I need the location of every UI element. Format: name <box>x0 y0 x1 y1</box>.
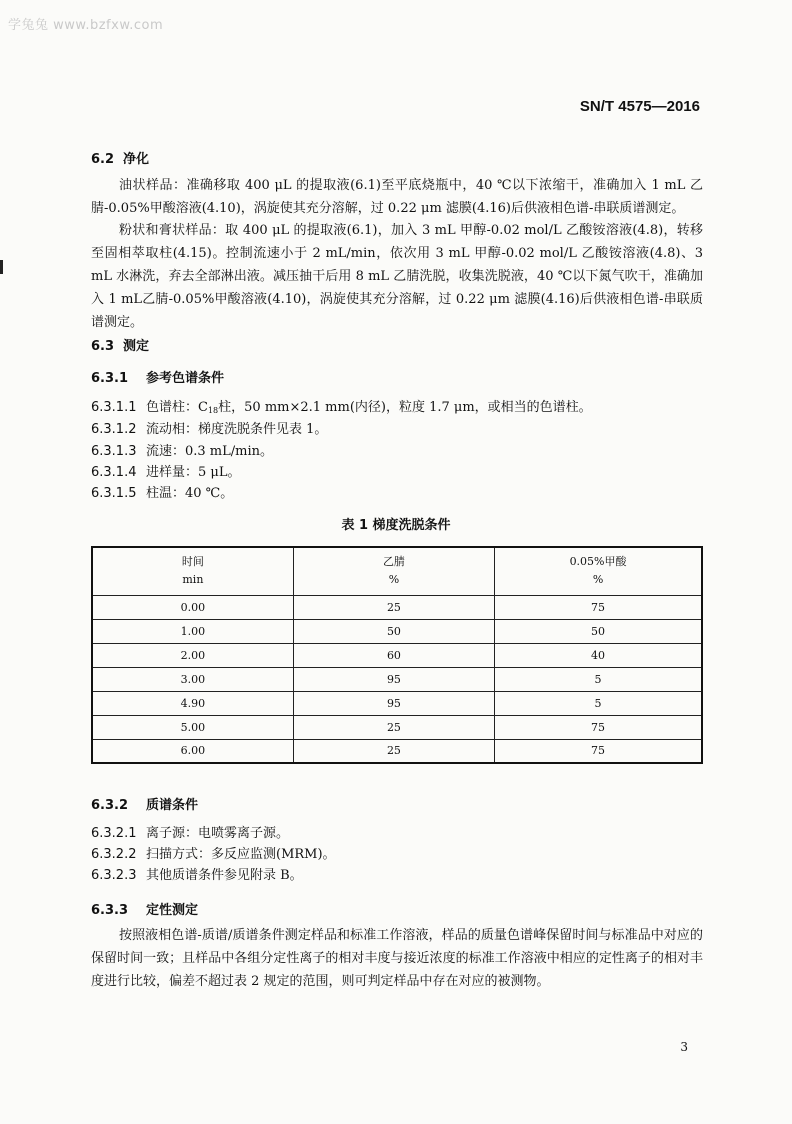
table-row <box>92 715 702 739</box>
table-cell: 95 <box>293 691 494 715</box>
item-text-post: 柱，50 mm×2.1 mm(内径)，粒度 1.7 μm，或相当的色谱柱。 <box>218 400 592 415</box>
item-number: 6.3.1.3 <box>91 444 137 459</box>
table-cell: 95 <box>293 667 494 691</box>
list-item <box>91 866 303 886</box>
table-row <box>92 691 702 715</box>
item-text: 柱温：40 ℃。 <box>146 486 234 501</box>
section-6-3-heading <box>91 335 149 354</box>
item-text: 流速：0.3 mL/min。 <box>146 444 274 459</box>
list-item <box>91 420 327 440</box>
item-text-pre: 色谱柱：C <box>146 400 208 415</box>
item-text: 其他质谱条件参见附录 B。 <box>146 868 303 883</box>
item-subscript: 18 <box>207 406 219 415</box>
table-cell: 1.00 <box>92 619 293 643</box>
column-header-time: 时间 min <box>92 547 293 595</box>
section-title: 参考色谱条件 <box>146 371 225 386</box>
item-number: 6.3.2.1 <box>91 826 137 841</box>
table-cell: 40 <box>495 643 702 667</box>
section-6-2-heading <box>91 148 149 167</box>
watermark: 学兔兔 www.bzfxw.com <box>8 18 164 33</box>
item-text: 进样量：5 μL。 <box>146 465 241 480</box>
table-cell: 4.90 <box>92 691 293 715</box>
table-row <box>92 643 702 667</box>
section-number: 6.3 <box>91 339 115 354</box>
section-number: 6.3.1 <box>91 371 129 386</box>
table-cell: 60 <box>293 643 494 667</box>
item-text: 扫描方式：多反应监测(MRM)。 <box>146 847 336 862</box>
section-6-3-3-heading <box>91 899 198 918</box>
table-cell: 5.00 <box>92 715 293 739</box>
table-cell: 25 <box>293 739 494 763</box>
item-text: 离子源：电喷雾离子源。 <box>146 826 290 841</box>
paragraph-powder-samples: 粉状和膏状样品：取 400 μL 的提取液(6.1)，加入 3 mL 甲醇-0.02 mol/L 乙酸铵溶液(4.8)，转移至固相萃取柱(4.15)。控制流速小于 2 mL/min，依次用 3 mL 甲醇-0.02 mol/L 乙酸铵溶液(4.8)、3 mL 水淋洗，弃去全部淋出液。减压抽干后用 8 mL 乙腈洗脱，收集洗脱液，40 ℃以下氮气吹干，准确加入 1 mL乙腈-0.05%甲酸溶液(4.10)，涡旋使其充分溶解，过 0.22 μm 滤膜(4.16)后供液相色谱-串联质谱测定。 <box>91 223 703 330</box>
list-item <box>91 442 273 462</box>
table-cell: 25 <box>293 595 494 619</box>
section-title: 质谱条件 <box>146 798 199 813</box>
table-cell: 0.00 <box>92 595 293 619</box>
table-cell: 5 <box>495 691 702 715</box>
table-cell: 6.00 <box>92 739 293 763</box>
list-item <box>91 845 336 865</box>
item-number: 6.3.2.3 <box>91 868 137 883</box>
list-item <box>91 824 289 844</box>
paragraph-qualitative: 按照液相色谱-质谱/质谱条件测定样品和标准工作溶液，样品的质量色谱峰保留时间与标准品中对应的保留时间一致；且样品中各组分定性离子的相对丰度与接近浓度的标准工作溶液中相应的定性离子的相对丰度进行比较，偏差不超过表 2 规定的范围，则可判定样品中存在对应的被测物。 <box>91 928 703 989</box>
section-title: 测定 <box>123 339 150 354</box>
table-cell: 50 <box>495 619 702 643</box>
page-number: 3 <box>680 1040 688 1054</box>
scan-edge-mark <box>0 260 3 274</box>
standard-code: SN/T 4575—2016 <box>579 98 700 115</box>
item-number: 6.3.1.4 <box>91 465 137 480</box>
item-number: 6.3.1.1 <box>91 400 137 415</box>
table-row <box>92 595 702 619</box>
section-title: 净化 <box>123 152 150 167</box>
paragraph-oily-samples: 油状样品：准确移取 400 μL 的提取液(6.1)至平底烧瓶中，40 ℃以下浓缩干，准确加入 1 mL 乙腈-0.05%甲酸溶液(4.10)，涡旋使其充分溶解，过 0.22 μm 滤膜(4.16)后供液相色谱-串联质谱测定。 <box>91 178 703 216</box>
section-number: 6.3.3 <box>91 903 129 918</box>
list-item <box>91 398 592 421</box>
table-row <box>92 667 702 691</box>
list-item <box>91 463 241 483</box>
item-number: 6.3.1.2 <box>91 422 137 437</box>
list-item <box>91 484 233 504</box>
table-cell: 75 <box>495 715 702 739</box>
section-6-3-1-heading <box>91 367 224 386</box>
item-number: 6.3.1.5 <box>91 486 137 501</box>
column-header-formic-acid: 0.05%甲酸 % <box>495 547 702 595</box>
section-number: 6.2 <box>91 152 115 167</box>
table-cell: 5 <box>495 667 702 691</box>
table-cell: 25 <box>293 715 494 739</box>
table-title: 表 1 梯度洗脱条件 <box>341 518 451 533</box>
table-cell: 75 <box>495 739 702 763</box>
column-header-acetonitrile: 乙腈 % <box>293 547 494 595</box>
table-cell: 50 <box>293 619 494 643</box>
table-cell: 75 <box>495 595 702 619</box>
item-number: 6.3.2.2 <box>91 847 137 862</box>
item-text: 流动相：梯度洗脱条件见表 1。 <box>146 422 328 437</box>
section-title: 定性测定 <box>146 903 199 918</box>
table-header-row <box>92 547 702 595</box>
table-cell: 3.00 <box>92 667 293 691</box>
gradient-table <box>91 546 703 764</box>
table-cell: 2.00 <box>92 643 293 667</box>
section-6-3-2-heading <box>91 794 198 813</box>
table-row <box>92 739 702 763</box>
table-row <box>92 619 702 643</box>
section-number: 6.3.2 <box>91 798 129 813</box>
